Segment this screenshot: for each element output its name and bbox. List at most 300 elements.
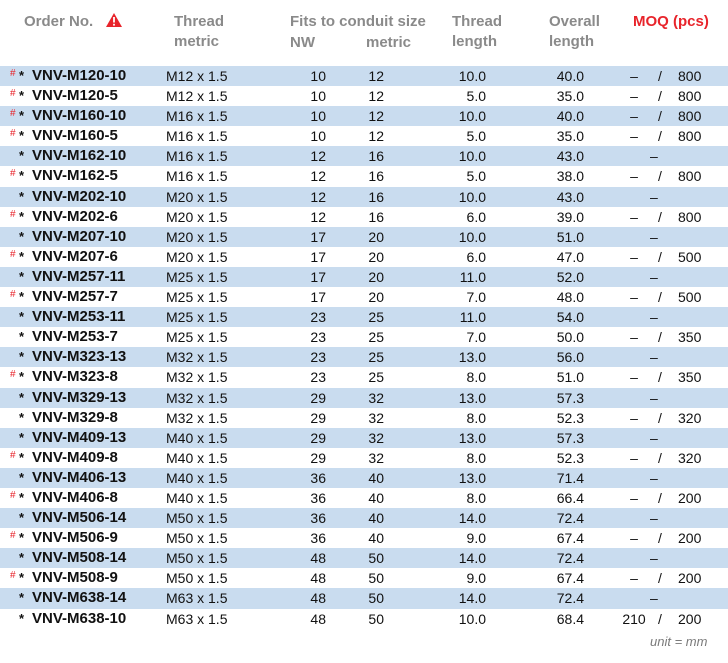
overall-length: 67.4: [556, 570, 584, 587]
thread-length: 6.0: [466, 248, 486, 265]
thread-length: 8.0: [466, 449, 486, 466]
conduit-nw: 23: [310, 369, 326, 386]
thread-metric: M12 x 1.5: [166, 68, 228, 84]
moq-separator: /: [658, 289, 662, 306]
moq-separator: /: [658, 530, 662, 547]
table-row: [0, 347, 728, 367]
moq-pack: 800: [678, 108, 702, 125]
overall-length: 52.0: [556, 268, 584, 285]
table-row: [0, 408, 728, 428]
header-moq: MOQ (pcs): [633, 13, 709, 30]
conduit-metric: 40: [368, 469, 384, 486]
conduit-metric: 25: [368, 369, 384, 386]
moq-min: –: [630, 570, 638, 587]
order-code: VNV-M202-10: [32, 187, 127, 205]
thread-length: 14.0: [458, 550, 486, 567]
star-marker: *: [19, 610, 25, 626]
order-code: VNV-M202-6: [32, 207, 118, 225]
order-code: VNV-M323-13: [32, 348, 127, 366]
conduit-metric: 20: [368, 228, 384, 245]
hash-marker: #: [10, 128, 16, 140]
overall-length-label: Overall: [549, 13, 600, 30]
conduit-nw: 48: [310, 610, 326, 627]
order-code: VNV-M253-7: [32, 328, 118, 346]
star-marker: *: [19, 369, 25, 385]
order-code: VNV-M406-13: [32, 468, 127, 486]
star-marker: *: [19, 389, 25, 405]
table-body: [0, 66, 728, 629]
thread-length: 11.0: [459, 268, 486, 285]
thread-metric: M50 x 1.5: [166, 570, 228, 587]
conduit-metric: 12: [368, 68, 384, 84]
moq-separator: /: [658, 88, 662, 105]
moq-min: –: [630, 530, 638, 547]
table-row: [0, 66, 728, 86]
conduit-metric: 20: [368, 289, 384, 306]
thread-length: 11.0: [459, 309, 486, 326]
moq-separator: /: [658, 68, 662, 84]
star-marker: *: [19, 449, 25, 465]
moq-dash: –: [650, 550, 658, 567]
hash-marker: #: [10, 108, 16, 120]
moq-min: –: [630, 128, 638, 145]
moq-pack: 350: [678, 369, 702, 386]
hash-marker: #: [10, 88, 16, 100]
hash-marker: #: [10, 449, 16, 461]
order-code: VNV-M257-7: [32, 288, 118, 306]
table-row: [0, 287, 728, 307]
moq-min: –: [630, 168, 638, 185]
overall-length: 51.0: [556, 228, 584, 245]
moq-dash: –: [650, 389, 658, 406]
overall-length: 47.0: [556, 248, 584, 265]
thread-length: 13.0: [458, 429, 486, 446]
conduit-nw: 17: [310, 289, 326, 306]
conduit-nw: 12: [310, 188, 326, 205]
thread-length: 13.0: [458, 469, 486, 486]
thread-metric: M12 x 1.5: [166, 88, 228, 105]
overall-length: 48.0: [556, 289, 584, 306]
thread-metric: M25 x 1.5: [166, 309, 228, 326]
star-marker: *: [19, 590, 25, 606]
hash-marker: #: [10, 68, 16, 79]
conduit-nw: 10: [310, 128, 326, 145]
thread-length: 10.0: [458, 228, 486, 245]
conduit-metric: 12: [368, 108, 384, 125]
star-marker: *: [19, 88, 25, 104]
table-header: [0, 0, 728, 64]
overall-length: 72.4: [556, 550, 584, 567]
table-row: [0, 428, 728, 448]
moq-min: 210: [622, 610, 646, 627]
table-row: [0, 568, 728, 588]
overall-length: 35.0: [556, 128, 584, 145]
thread-metric: M20 x 1.5: [166, 248, 228, 265]
hash-marker: #: [10, 208, 16, 220]
thread-label: Thread: [174, 13, 225, 30]
conduit-nw: 10: [310, 88, 326, 105]
moq-separator: /: [658, 208, 662, 225]
conduit-nw: 12: [310, 148, 326, 165]
star-marker: *: [19, 128, 25, 144]
thread-length: 13.0: [458, 349, 486, 366]
conduit-metric: 40: [368, 530, 384, 547]
star-marker: *: [19, 108, 25, 124]
overall-length: 51.0: [556, 369, 584, 386]
order-code: VNV-M162-10: [32, 147, 127, 165]
table-row: [0, 468, 728, 488]
conduit-metric: 50: [368, 610, 384, 627]
table-row: [0, 388, 728, 408]
order-code: VNV-M207-10: [32, 227, 127, 245]
overall-length: 35.0: [556, 88, 584, 105]
conduit-metric: 32: [368, 409, 384, 426]
order-code: VNV-M506-14: [32, 509, 127, 527]
order-code: VNV-M638-14: [32, 589, 127, 607]
header-thread: [174, 12, 224, 52]
moq-separator: /: [658, 329, 662, 346]
thread-length: 9.0: [466, 530, 486, 547]
conduit-metric: 40: [368, 510, 384, 527]
star-marker: *: [19, 208, 25, 224]
conduit-nw: 36: [310, 489, 326, 506]
moq-pack: 200: [678, 570, 702, 587]
overall-length: 66.4: [556, 489, 584, 506]
conduit-nw: 23: [310, 309, 326, 326]
table-row: [0, 86, 728, 106]
conduit-nw: 12: [310, 168, 326, 185]
thread-length-sub-label: length: [452, 33, 497, 50]
overall-length: 40.0: [556, 108, 584, 125]
moq-separator: /: [658, 449, 662, 466]
moq-min: –: [630, 329, 638, 346]
order-code: VNV-M506-9: [32, 529, 118, 547]
conduit-nw: 48: [310, 570, 326, 587]
overall-length: 57.3: [556, 389, 584, 406]
thread-length: 8.0: [466, 369, 486, 386]
conduit-metric: 12: [368, 88, 384, 105]
moq-separator: /: [658, 570, 662, 587]
moq-dash: –: [650, 309, 658, 326]
conduit-nw: 10: [310, 68, 326, 84]
overall-length: 57.3: [556, 429, 584, 446]
star-marker: *: [19, 510, 25, 526]
order-code: VNV-M160-10: [32, 107, 127, 125]
thread-sub-label: metric: [174, 33, 220, 50]
thread-metric: M25 x 1.5: [166, 289, 228, 306]
moq-pack: 800: [678, 88, 702, 105]
moq-pack: 200: [678, 489, 702, 506]
moq-min: –: [630, 369, 638, 386]
conduit-nw: 29: [310, 429, 326, 446]
overall-length: 40.0: [556, 68, 584, 84]
conduit-metric: 16: [368, 168, 384, 185]
thread-metric: M20 x 1.5: [166, 188, 228, 205]
order-code: VNV-M409-13: [32, 428, 127, 446]
moq-min: –: [630, 68, 638, 84]
thread-length: 13.0: [458, 389, 486, 406]
conduit-metric: 16: [368, 148, 384, 165]
moq-pack: 500: [678, 248, 702, 265]
header-order-no: [24, 12, 123, 34]
conduit-nw: 12: [310, 208, 326, 225]
overall-length: 43.0: [556, 188, 584, 205]
conduit-nw: 36: [310, 530, 326, 547]
header-nw: NW: [290, 34, 315, 51]
thread-metric: M16 x 1.5: [166, 128, 228, 145]
moq-min: –: [630, 208, 638, 225]
thread-length: 10.0: [458, 108, 486, 125]
order-code: VNV-M508-9: [32, 569, 118, 587]
conduit-nw: 48: [310, 550, 326, 567]
overall-length: 56.0: [556, 349, 584, 366]
overall-length-sub-label: length: [549, 33, 594, 50]
star-marker: *: [19, 289, 25, 305]
conduit-nw: 36: [310, 469, 326, 486]
order-code: VNV-M257-11: [32, 267, 126, 285]
hash-marker: #: [10, 369, 16, 381]
conduit-nw: 29: [310, 409, 326, 426]
thread-metric: M50 x 1.5: [166, 510, 228, 527]
moq-separator: /: [658, 369, 662, 386]
thread-metric: M40 x 1.5: [166, 489, 228, 506]
moq-dash: –: [650, 429, 658, 446]
warning-triangle-icon: [105, 12, 123, 34]
moq-pack: 500: [678, 289, 702, 306]
moq-separator: /: [658, 409, 662, 426]
star-marker: *: [19, 148, 25, 164]
thread-length: 7.0: [466, 289, 486, 306]
conduit-nw: 17: [310, 248, 326, 265]
hash-marker: #: [10, 570, 16, 582]
table-row: [0, 548, 728, 568]
thread-length: 10.0: [458, 68, 486, 84]
conduit-metric: 16: [368, 188, 384, 205]
star-marker: *: [19, 409, 25, 425]
thread-metric: M32 x 1.5: [166, 389, 228, 406]
conduit-metric: 50: [368, 590, 384, 607]
star-marker: *: [19, 489, 25, 505]
moq-min: –: [630, 489, 638, 506]
thread-metric: M25 x 1.5: [166, 329, 228, 346]
overall-length: 72.4: [556, 590, 584, 607]
star-marker: *: [19, 329, 25, 345]
conduit-nw: 23: [310, 349, 326, 366]
conduit-metric: 50: [368, 550, 384, 567]
table-row: [0, 508, 728, 528]
moq-separator: /: [658, 108, 662, 125]
header-overall-length: [549, 12, 600, 52]
conduit-nw: 17: [310, 268, 326, 285]
overall-length: 67.4: [556, 530, 584, 547]
thread-length: 8.0: [466, 409, 486, 426]
thread-metric: M16 x 1.5: [166, 168, 228, 185]
order-code: VNV-M120-10: [32, 67, 127, 84]
thread-metric: M50 x 1.5: [166, 550, 228, 567]
conduit-metric: 25: [368, 349, 384, 366]
order-code: VNV-M329-13: [32, 388, 127, 406]
overall-length: 52.3: [556, 409, 584, 426]
conduit-metric: 25: [368, 329, 384, 346]
overall-length: 38.0: [556, 168, 584, 185]
conduit-metric: 32: [368, 449, 384, 466]
hash-marker: #: [10, 289, 16, 301]
thread-metric: M40 x 1.5: [166, 429, 228, 446]
moq-min: –: [630, 248, 638, 265]
order-code: VNV-M160-5: [32, 127, 118, 145]
table-row: [0, 448, 728, 468]
order-code: VNV-M508-14: [32, 549, 127, 567]
moq-separator: /: [658, 248, 662, 265]
conduit-metric: 20: [368, 268, 384, 285]
overall-length: 72.4: [556, 510, 584, 527]
conduit-nw: 10: [310, 108, 326, 125]
order-code: VNV-M406-8: [32, 488, 118, 506]
thread-length: 10.0: [458, 188, 486, 205]
overall-length: 52.3: [556, 449, 584, 466]
header-fits: Fits to conduit size: [290, 13, 426, 30]
moq-min: –: [630, 409, 638, 426]
star-marker: *: [19, 309, 25, 325]
table-row: [0, 609, 728, 629]
moq-min: –: [630, 289, 638, 306]
conduit-metric: 40: [368, 489, 384, 506]
table-row: [0, 528, 728, 548]
table-row: [0, 187, 728, 207]
conduit-nw: 48: [310, 590, 326, 607]
conduit-metric: 32: [368, 429, 384, 446]
header-metric: metric: [366, 34, 412, 51]
table-row: [0, 247, 728, 267]
moq-dash: –: [650, 228, 658, 245]
moq-pack: 200: [678, 610, 702, 627]
moq-dash: –: [650, 349, 658, 366]
moq-pack: 800: [678, 208, 702, 225]
star-marker: *: [19, 469, 25, 485]
table-row: [0, 207, 728, 227]
thread-metric: M32 x 1.5: [166, 369, 228, 386]
thread-length: 14.0: [458, 590, 486, 607]
table-row: [0, 146, 728, 166]
order-code: VNV-M323-8: [32, 368, 118, 386]
moq-pack: 200: [678, 530, 702, 547]
conduit-metric: 50: [368, 570, 384, 587]
conduit-metric: 25: [368, 309, 384, 326]
thread-length: 5.0: [466, 128, 486, 145]
moq-pack: 800: [678, 168, 702, 185]
moq-separator: /: [658, 128, 662, 145]
thread-length: 7.0: [466, 329, 486, 346]
table-row: [0, 327, 728, 347]
order-code: VNV-M120-5: [32, 87, 118, 105]
overall-length: 39.0: [556, 208, 584, 225]
star-marker: *: [19, 550, 25, 566]
conduit-nw: 29: [310, 389, 326, 406]
thread-length: 8.0: [466, 489, 486, 506]
table-row: [0, 307, 728, 327]
moq-pack: 800: [678, 128, 702, 145]
star-marker: *: [19, 248, 25, 264]
star-marker: *: [19, 168, 25, 184]
table-row: [0, 126, 728, 146]
order-code: VNV-M207-6: [32, 247, 118, 265]
order-code: VNV-M638-10: [32, 609, 127, 627]
star-marker: *: [19, 228, 25, 244]
conduit-nw: 29: [310, 449, 326, 466]
thread-metric: M20 x 1.5: [166, 208, 228, 225]
star-marker: *: [19, 570, 25, 586]
conduit-nw: 17: [310, 228, 326, 245]
thread-length: 6.0: [466, 208, 486, 225]
thread-metric: M25 x 1.5: [166, 268, 228, 285]
hash-marker: #: [10, 489, 16, 501]
thread-length: 5.0: [466, 168, 486, 185]
thread-metric: M32 x 1.5: [166, 349, 228, 366]
conduit-metric: 16: [368, 208, 384, 225]
moq-dash: –: [650, 148, 658, 165]
star-marker: *: [19, 429, 25, 445]
moq-min: –: [630, 449, 638, 466]
table-row: [0, 106, 728, 126]
moq-dash: –: [650, 188, 658, 205]
moq-pack: 350: [678, 329, 702, 346]
thread-metric: M40 x 1.5: [166, 469, 228, 486]
moq-pack: 320: [678, 449, 702, 466]
moq-dash: –: [650, 469, 658, 486]
thread-length: 10.0: [458, 610, 486, 627]
hash-marker: #: [10, 248, 16, 260]
order-code: VNV-M329-8: [32, 408, 118, 426]
conduit-metric: 12: [368, 128, 384, 145]
star-marker: *: [19, 530, 25, 546]
order-no-label: Order No.: [24, 13, 94, 30]
hash-marker: #: [10, 168, 16, 180]
overall-length: 54.0: [556, 309, 584, 326]
overall-length: 50.0: [556, 329, 584, 346]
moq-min: –: [630, 88, 638, 105]
thread-metric: M63 x 1.5: [166, 590, 228, 607]
thread-metric: M16 x 1.5: [166, 108, 228, 125]
header-thread-length: [452, 12, 502, 52]
order-code: VNV-M253-11: [32, 308, 126, 326]
thread-metric: M16 x 1.5: [166, 148, 228, 165]
moq-separator: /: [658, 610, 662, 627]
star-marker: *: [19, 188, 25, 204]
moq-dash: –: [650, 268, 658, 285]
conduit-metric: 32: [368, 389, 384, 406]
thread-length: 10.0: [458, 148, 486, 165]
star-marker: *: [19, 68, 25, 83]
thread-length: 5.0: [466, 88, 486, 105]
thread-metric: M20 x 1.5: [166, 228, 228, 245]
thread-metric: M40 x 1.5: [166, 449, 228, 466]
thread-length: 9.0: [466, 570, 486, 587]
order-code: VNV-M162-5: [32, 167, 118, 185]
table-row: [0, 267, 728, 287]
table-row: [0, 166, 728, 186]
conduit-nw: 23: [310, 329, 326, 346]
table-row: [0, 488, 728, 508]
conduit-nw: 36: [310, 510, 326, 527]
thread-metric: M50 x 1.5: [166, 530, 228, 547]
order-code: VNV-M409-8: [32, 448, 118, 466]
moq-pack: 800: [678, 68, 702, 84]
thread-metric: M32 x 1.5: [166, 409, 228, 426]
moq-dash: –: [650, 510, 658, 527]
moq-dash: –: [650, 590, 658, 607]
overall-length: 68.4: [556, 610, 584, 627]
star-marker: *: [19, 268, 25, 284]
